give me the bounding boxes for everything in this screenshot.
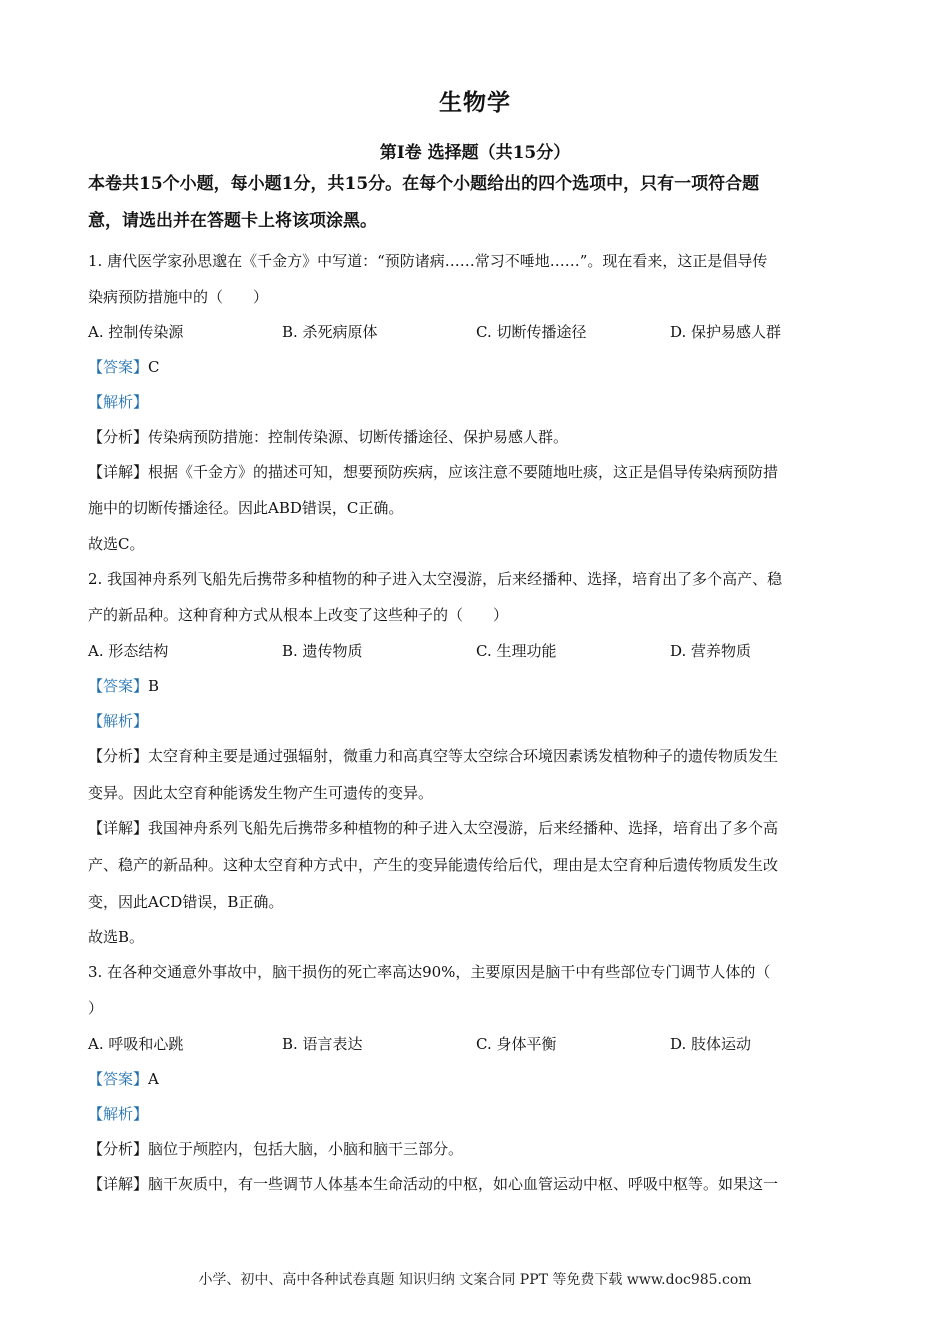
jiexi-tag: 【解析】 xyxy=(88,712,149,730)
q1-option-b: B. 杀死病原体 xyxy=(282,323,378,341)
q2-xiangjie-line-1 xyxy=(88,817,863,839)
q3-stem-line-1: 3. 在各种交通意外事故中，脑干损伤的死亡率高达90%，主要原因是脑干中有些部位专门调节人体的（ xyxy=(88,963,771,981)
section-title: 第Ⅰ卷 选择题（共15分） xyxy=(379,143,571,163)
q2-stem-line-2: 产的新品种。这种育种方式从根本上改变了这些种子的（ ） xyxy=(88,606,509,624)
xiangjie-text: 脑干灰质中，有一些调节人体基本生命活动的中枢，如心血管运动中枢、呼吸中枢等。如果这一 xyxy=(148,1175,779,1193)
q1-answer xyxy=(88,356,863,378)
q2-option-c: C. 生理功能 xyxy=(476,642,557,660)
page-footer: 小学、初中、高中各种试卷真题 知识归纳 文案合同 PPT 等免费下载 www.doc985.com xyxy=(198,1272,752,1288)
fenxi-text: 太空育种主要是通过强辐射，微重力和高真空等太空综合环境因素诱发植物种子的遗传物质发生 xyxy=(148,747,779,765)
q1-stem-line-2: 染病预防措施中的（ ） xyxy=(88,288,269,306)
q2-fenxi-line-2: 变异。因此太空育种能诱发生物产生可遗传的变异。 xyxy=(88,784,434,802)
jiexi-tag: 【解析】 xyxy=(88,393,149,411)
answer-tag: 【答案】 xyxy=(88,358,149,376)
q2-fenxi-line-1 xyxy=(88,745,863,767)
jiexi-tag: 【解析】 xyxy=(88,1105,149,1123)
q3-fenxi xyxy=(88,1138,863,1160)
xiangjie-tag: 【详解】 xyxy=(88,819,149,837)
q3-stem-line-2: ） xyxy=(88,999,104,1017)
q1-option-d: D. 保护易感人群 xyxy=(670,323,782,341)
q3-xiangjie-line-1 xyxy=(88,1173,863,1195)
xiangjie-tag: 【详解】 xyxy=(88,463,149,481)
q1-stem-line-1: 1. 唐代医学家孙思邈在《千金方》中写道：“预防诸病……常习不唾地……”。现在看来，这正是倡导传 xyxy=(88,252,768,270)
q1-jiexi xyxy=(88,391,863,413)
document-title: 生物学 xyxy=(439,89,511,116)
answer-tag: 【答案】 xyxy=(88,677,149,695)
q2-option-b: B. 遗传物质 xyxy=(282,642,363,660)
q2-stem-line-1: 2. 我国神舟系列飞船先后携带多种植物的种子进入太空漫游，后来经播种、选择，培育出了多个高产、稳 xyxy=(88,570,783,588)
q3-options xyxy=(88,1033,863,1055)
q2-jiexi xyxy=(88,710,863,732)
fenxi-text: 传染病预防措施：控制传染源、切断传播途径、保护易感人群。 xyxy=(148,428,569,446)
instructions-line-2: 意，请选出并在答题卡上将该项涂黑。 xyxy=(88,211,377,231)
q1-option-c: C. 切断传播途径 xyxy=(476,323,587,341)
fenxi-tag: 【分析】 xyxy=(88,1140,149,1158)
q1-fenxi xyxy=(88,426,863,448)
xiangjie-text: 我国神舟系列飞船先后携带多种植物的种子进入太空漫游，后来经播种、选择，培育出了多个高 xyxy=(148,819,779,837)
q2-xiangjie-line-2: 产、稳产的新品种。这种太空育种方式中，产生的变异能遗传给后代，理由是太空育种后遗传物质发生改 xyxy=(88,856,779,874)
q3-option-b: B. 语言表达 xyxy=(282,1035,363,1053)
q3-option-d: D. 肢体运动 xyxy=(670,1035,752,1053)
xiangjie-tag: 【详解】 xyxy=(88,1175,149,1193)
q2-conclusion: 故选B。 xyxy=(88,928,145,946)
q1-option-a: A. 控制传染源 xyxy=(88,323,184,341)
q2-option-a: A. 形态结构 xyxy=(88,642,169,660)
fenxi-tag: 【分析】 xyxy=(88,747,149,765)
answer-tag: 【答案】 xyxy=(88,1070,149,1088)
q3-jiexi xyxy=(88,1103,863,1125)
fenxi-tag: 【分析】 xyxy=(88,428,149,446)
q1-conclusion: 故选C。 xyxy=(88,535,145,553)
q1-xiangjie-line-1 xyxy=(88,461,863,483)
q3-answer xyxy=(88,1068,863,1090)
q2-option-d: D. 营养物质 xyxy=(670,642,752,660)
answer-value: B xyxy=(148,677,160,695)
q2-xiangjie-line-3: 变，因此ACD错误，B正确。 xyxy=(88,893,284,911)
fenxi-text: 脑位于颅腔内，包括大脑，小脑和脑干三部分。 xyxy=(148,1140,464,1158)
q2-options xyxy=(88,640,863,662)
q3-option-c: C. 身体平衡 xyxy=(476,1035,557,1053)
q2-answer xyxy=(88,675,863,697)
instructions-line-1: 本卷共15个小题，每小题1分，共15分。在每个小题给出的四个选项中，只有一项符合题 xyxy=(88,174,760,194)
answer-value: A xyxy=(148,1070,159,1088)
q3-option-a: A. 呼吸和心跳 xyxy=(88,1035,184,1053)
xiangjie-text: 根据《千金方》的描述可知，想要预防疾病，应该注意不要随地吐痰，这正是倡导传染病预防措 xyxy=(148,463,779,481)
answer-value: C xyxy=(148,358,160,376)
q1-xiangjie-line-2: 施中的切断传播途径。因此ABD错误，C正确。 xyxy=(88,499,404,517)
q1-options xyxy=(88,321,863,343)
